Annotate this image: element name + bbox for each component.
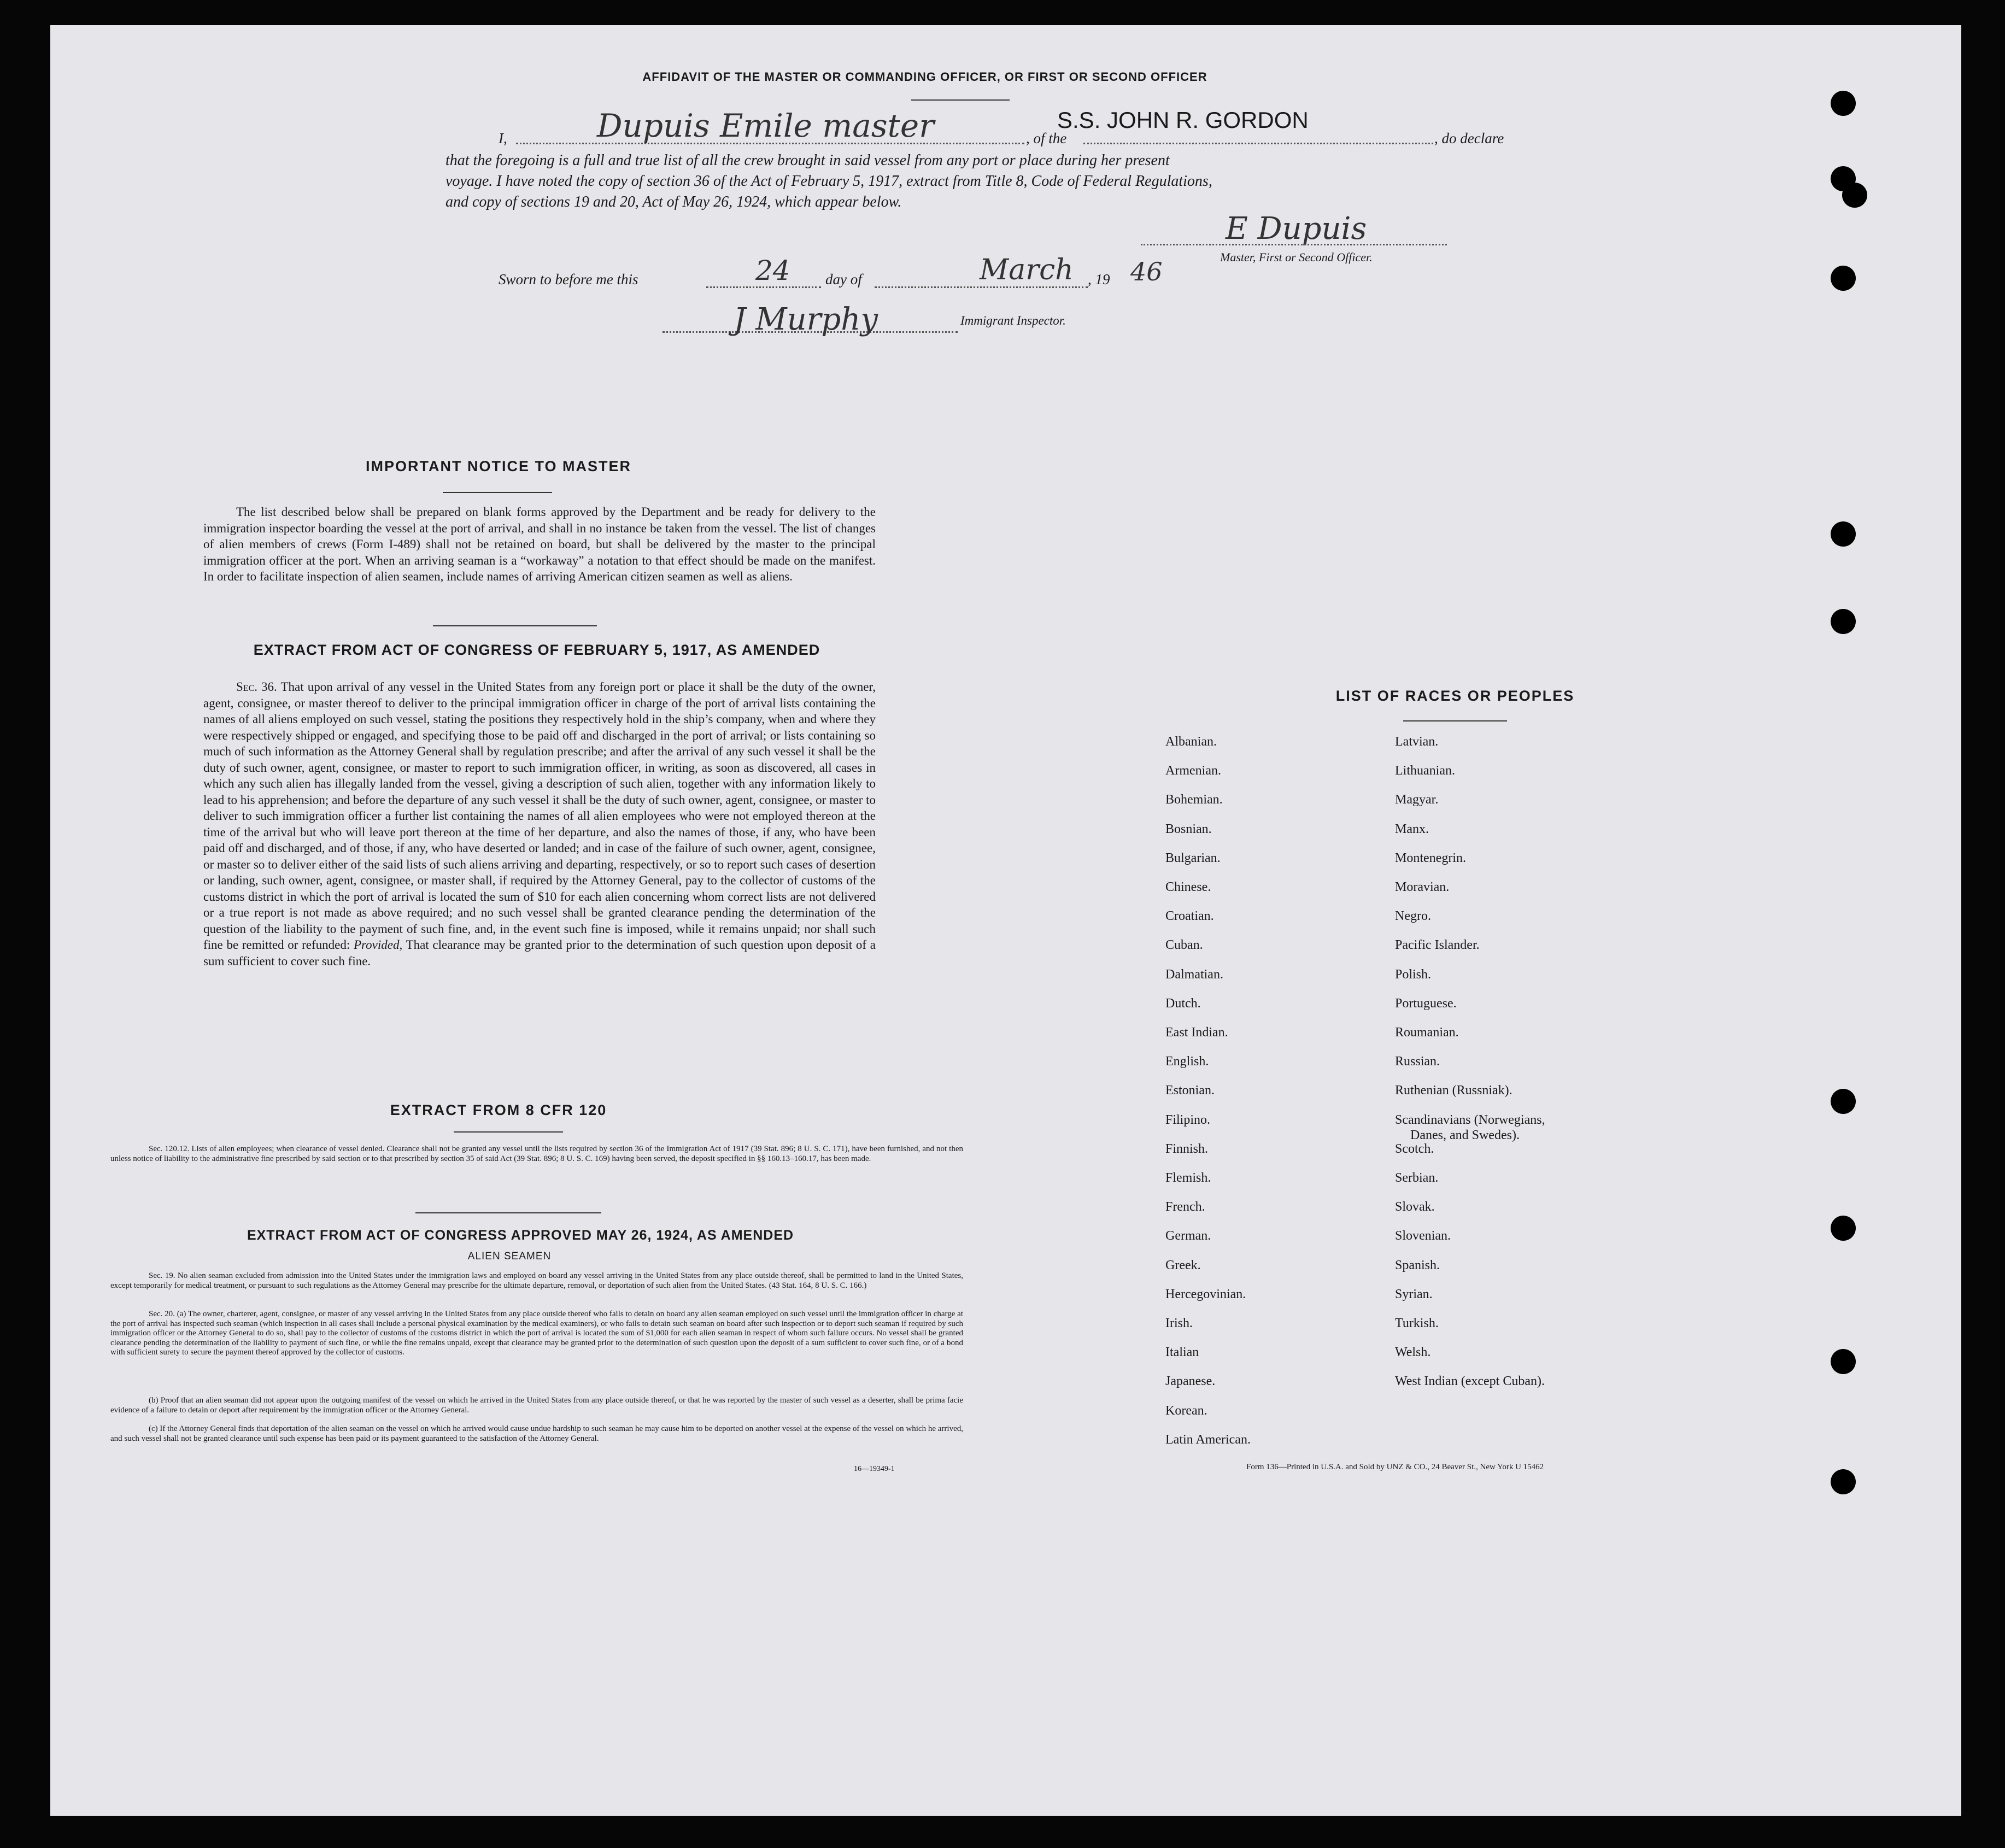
notice-rule (443, 492, 552, 493)
cfr-title: EXTRACT FROM 8 CFR 120 (390, 1102, 607, 1118)
officer-label: Master, First or Second Officer. (1220, 250, 1373, 264)
race-item: Latin American. (1165, 1433, 1251, 1447)
inspector-label: Immigrant Inspector. (960, 314, 1066, 327)
cfr-text: Sec. 120.12. Lists of alien employees; when clearance of vessel denied. Clearance shall not be granted any vessel until the lists required by section 36 of the Immigration Act of 1917 (39 Stat. 896; 8 U. S. C. 171), have been furnished, and not then unless notice of liability to the administrative fine prescribed by said section or to that prescribed by section 35 of said Act (39 Stat. 896; 8 U. S. C. 169) having been served, the deposit specified in §§ 160.13–160.17, has been made. (110, 1145, 963, 1163)
inspector-signature: J Murphy (734, 302, 878, 337)
race-item: Roumanian. (1395, 1025, 1459, 1040)
race-item: Chinese. (1165, 880, 1211, 894)
race-item: Slovak. (1395, 1200, 1435, 1214)
race-item: Dalmatian. (1165, 967, 1223, 982)
race-item: Spanish. (1395, 1258, 1440, 1272)
race-item: Irish. (1165, 1316, 1193, 1330)
month-line (875, 286, 1088, 288)
day-of-label: day of (825, 271, 862, 288)
year-prefix: , 19 (1088, 271, 1110, 288)
act1917-provided-text: That clearance may be granted prior to the determination of such question upon deposit of a sum sufficient to cover such fine. (203, 938, 876, 968)
punch-hole (1831, 1469, 1856, 1494)
form-code: 16—19349-1 (854, 1465, 895, 1473)
race-item: Italian (1165, 1345, 1199, 1359)
race-item: Scandinavians (Norwegians, (1395, 1113, 1545, 1127)
race-item: Serbian. (1395, 1171, 1439, 1185)
act1917-sec-label: Sec. 36. (236, 680, 277, 694)
punch-hole (1831, 1216, 1856, 1241)
title-rule (911, 99, 1010, 101)
of-the-label: , of the (1026, 130, 1067, 146)
race-item: Syrian. (1395, 1287, 1433, 1301)
punch-hole (1842, 183, 1867, 208)
i-label: I, (499, 130, 507, 146)
race-item: Portuguese. (1395, 996, 1457, 1011)
race-item: Estonian. (1165, 1083, 1215, 1098)
notice-title: IMPORTANT NOTICE TO MASTER (366, 458, 631, 474)
printer-footer: Form 136—Printed in U.S.A. and Sold by UNZ & CO., 24 Beaver St., New York U 15462 (1246, 1463, 1544, 1471)
race-item: Moravian. (1395, 880, 1450, 894)
affidavit-line-2: that the foregoing is a full and true list of all the crew brought in said vessel from any port or place during her present (445, 152, 1170, 169)
races-title: LIST OF RACES OR PEOPLES (1335, 688, 1575, 704)
vessel-line (1083, 143, 1433, 144)
race-item: Welsh. (1395, 1345, 1431, 1359)
act1924-title: EXTRACT FROM ACT OF CONGRESS APPROVED MAY 26, 1924, AS AMENDED (247, 1228, 794, 1243)
officer-signature-line (1141, 244, 1447, 245)
affidavit-title: AFFIDAVIT OF THE MASTER OR COMMANDING OFFICER, OR FIRST OR SECOND OFFICER (642, 70, 1207, 84)
year-suffix: 46 (1130, 257, 1163, 286)
sworn-label: Sworn to before me this (499, 271, 638, 288)
race-item: Finnish. (1165, 1142, 1209, 1156)
day-line (706, 286, 821, 288)
notice-text: The list described below shall be prepared on blank forms approved by the Department and be ready for delivery to the immigration inspector boarding the vessel at the port of arrival, and shall in no instance be taken from the vessel. The list of changes of alien members of crews (Form I-489) shall not be retained on board, but shall be delivered by the master to the principal immigration officer at the port. When an arriving seaman is a “workaway” a notation to that effect should be made on the manifest. In order to facilitate inspection of alien seamen, include names of arriving American citizen seamen as well as aliens. (203, 505, 876, 583)
punch-hole (1831, 91, 1856, 116)
affidavit-line-3: voyage. I have noted the copy of section 36 of the Act of February 5, 1917, extract from Title 8, Code of Federal Regulations, (445, 173, 1212, 190)
race-item: Armenian. (1165, 764, 1221, 778)
race-item: German. (1165, 1229, 1211, 1243)
sworn-day: 24 (755, 255, 790, 286)
race-item: Japanese. (1165, 1374, 1216, 1388)
act1924-sec20b: (b) Proof that an alien seaman did not appear upon the outgoing manifest of the vessel on which he arrived in the United States from any place outside thereof, or that he was reported by the master of such vessel as a deserter, shall be prima facie evidence of a failure to detain or deport after requirement by the immigration officer or the Attorney General. (110, 1396, 963, 1415)
race-item: Korean. (1165, 1404, 1207, 1418)
race-item: Croatian. (1165, 909, 1214, 923)
act1917-provided-label: Provided, (353, 938, 403, 952)
race-item: Filipino. (1165, 1113, 1211, 1127)
race-item: Albanian. (1165, 735, 1217, 749)
do-declare-label: , do declare (1434, 130, 1504, 146)
act1924-subtitle: ALIEN SEAMEN (467, 1251, 552, 1262)
punch-hole (1831, 521, 1856, 547)
race-item: Latvian. (1395, 735, 1439, 749)
race-item: Flemish. (1165, 1171, 1211, 1185)
race-item: Magyar. (1395, 793, 1439, 807)
cfr-rule (454, 1131, 563, 1133)
act1917-text (203, 679, 876, 969)
punch-hole (1831, 609, 1856, 634)
race-item: Scotch. (1395, 1142, 1434, 1156)
document-page (50, 25, 1961, 1816)
race-item-continuation: Danes, and Swedes). (1410, 1128, 1520, 1142)
race-item: Bulgarian. (1165, 851, 1221, 865)
race-item: Negro. (1395, 909, 1431, 923)
notice-end-rule (433, 625, 597, 626)
master-name-handwritten: Dupuis Emile master (597, 107, 934, 144)
act1924-sec20a: Sec. 20. (a) The owner, charterer, agent, consignee, or master of any vessel arriving in the United States from any place outside thereof who fails to detain on board any alien seaman employed on such vessel until the immigration officer in charge at the port of arrival has inspected such seaman (which inspection in all cases shall include a personal physical examination by the medical examiners), or who fails to detain such seaman on board after such inspection or to deport such seaman if required by such immigration officer or the Attorney General to do so, shall pay to the collector of customs of the customs district in which the port of arrival is located the sum of $1,000 for each alien seaman in respect of whom such failure occurs. No vessel shall be granted clearance pending the determination of the liability to payment of such fine, or while the fine remains unpaid, except that clearance may be granted prior to the determination of such question upon the deposit of a sum sufficient to cover such fine, or of a bond with sufficient surety to secure the payment thereof approved by the collector of customs. (110, 1310, 963, 1357)
act1917-body: That upon arrival of any vessel in the United States from any foreign port or place it shall be the duty of the owner, agent, consignee, or master thereof to deliver to the principal immigration officer in charge of the port of arrival lists containing the names of all aliens employed on such vessel, stating the positions they respectively hold in the ship’s company, when and where they were respectively shipped or engaged, and specifying those to be paid off and discharged in the port of arrival; or lists containing so much of such information as the Attorney General shall by regulation prescribe; and after the arrival of any such vessel it shall be the duty of such owner, agent, consignee, or master to report to such immigration officer, in writing, as soon as discovered, all cases in which any such alien has illegally landed from the vessel, giving a description of such alien, together with any information likely to lead to his apprehension; and before the departure of any such vessel it shall be the duty of such owner, agent, consignee, or master to deliver to such immigration officer a further list containing the names of all alien employees who were not employed thereon at the time of the arrival but who will leave port thereon at the time of her departure, and also the names of those, if any, who have been paid off and discharged, and of those, if any, who have deserted or landed; and in case of the failure of such owner, agent, consignee, or master so to deliver either of the said lists of such aliens arriving and departing, respectively, or so to report such cases of desertion or landing, such owner, agent, consignee, or master shall, if required by the Attorney General, pay to the collector of customs of the customs district in which the port of arrival is located the sum of $10 for each alien concerning whom correct lists are not delivered or a true report is not made as above required; and no such vessel shall be granted clearance pending the determination of the question of the liability to the payment of such fine, and, in the event such fine is imposed, while it remains unpaid; nor shall such fine be remitted or refunded: (203, 680, 876, 952)
punch-hole (1831, 266, 1856, 291)
race-item: Slovenian. (1395, 1229, 1451, 1243)
race-item: Cuban. (1165, 938, 1203, 952)
race-item: Lithuanian. (1395, 764, 1455, 778)
race-item: Montenegrin. (1395, 851, 1466, 865)
race-item: Turkish. (1395, 1316, 1439, 1330)
race-item: Russian. (1395, 1054, 1440, 1069)
race-item: Hercegovinian. (1165, 1287, 1246, 1301)
race-item: Pacific Islander. (1395, 938, 1480, 952)
races-rule (1403, 720, 1507, 721)
race-item: Ruthenian (Russniak). (1395, 1083, 1512, 1098)
race-item: West Indian (except Cuban). (1395, 1374, 1545, 1388)
race-item: Greek. (1165, 1258, 1201, 1272)
race-item: French. (1165, 1200, 1205, 1214)
race-item: Dutch. (1165, 996, 1201, 1011)
punch-hole (1831, 1349, 1856, 1374)
race-item: Manx. (1395, 822, 1429, 836)
race-item: English. (1165, 1054, 1209, 1069)
punch-hole (1831, 1089, 1856, 1114)
vessel-name: S.S. JOHN R. GORDON (1057, 107, 1309, 133)
act1924-sec19: Sec. 19. No alien seaman excluded from admission into the United States under the immigration laws and employed on board any vessel arriving in the United States from any place outside thereof, shall be permitted to land in the United States, except temporarily for medical treatment, or pursuant to such regulations as the Attorney General may prescribe for the ultimate departure, removal, or deportation of such alien from the United States. (43 Stat. 164, 8 U. S. C. 166.) (110, 1271, 963, 1290)
race-item: Bohemian. (1165, 793, 1223, 807)
race-item: Bosnian. (1165, 822, 1212, 836)
officer-signature: E Dupuis (1226, 211, 1367, 247)
affidavit-line-4: and copy of sections 19 and 20, Act of May 26, 1924, which appear below. (445, 193, 902, 210)
sworn-month: March (980, 254, 1074, 286)
act1924-sec20c: (c) If the Attorney General finds that deportation of the alien seaman on the vessel on which he arrived would cause undue hardship to such seaman he may cause him to be deported on another vessel at the expense of the vessel on which he arrived, and such vessel shall not be granted clearance until such expense has been paid or its payment guaranteed to the satisfaction of the Attorney General. (110, 1424, 963, 1443)
race-item: Polish. (1395, 967, 1432, 982)
cfr-end-rule (415, 1212, 601, 1213)
race-item: East Indian. (1165, 1025, 1228, 1040)
act1917-title: EXTRACT FROM ACT OF CONGRESS OF FEBRUARY 5, 1917, AS AMENDED (253, 642, 820, 658)
